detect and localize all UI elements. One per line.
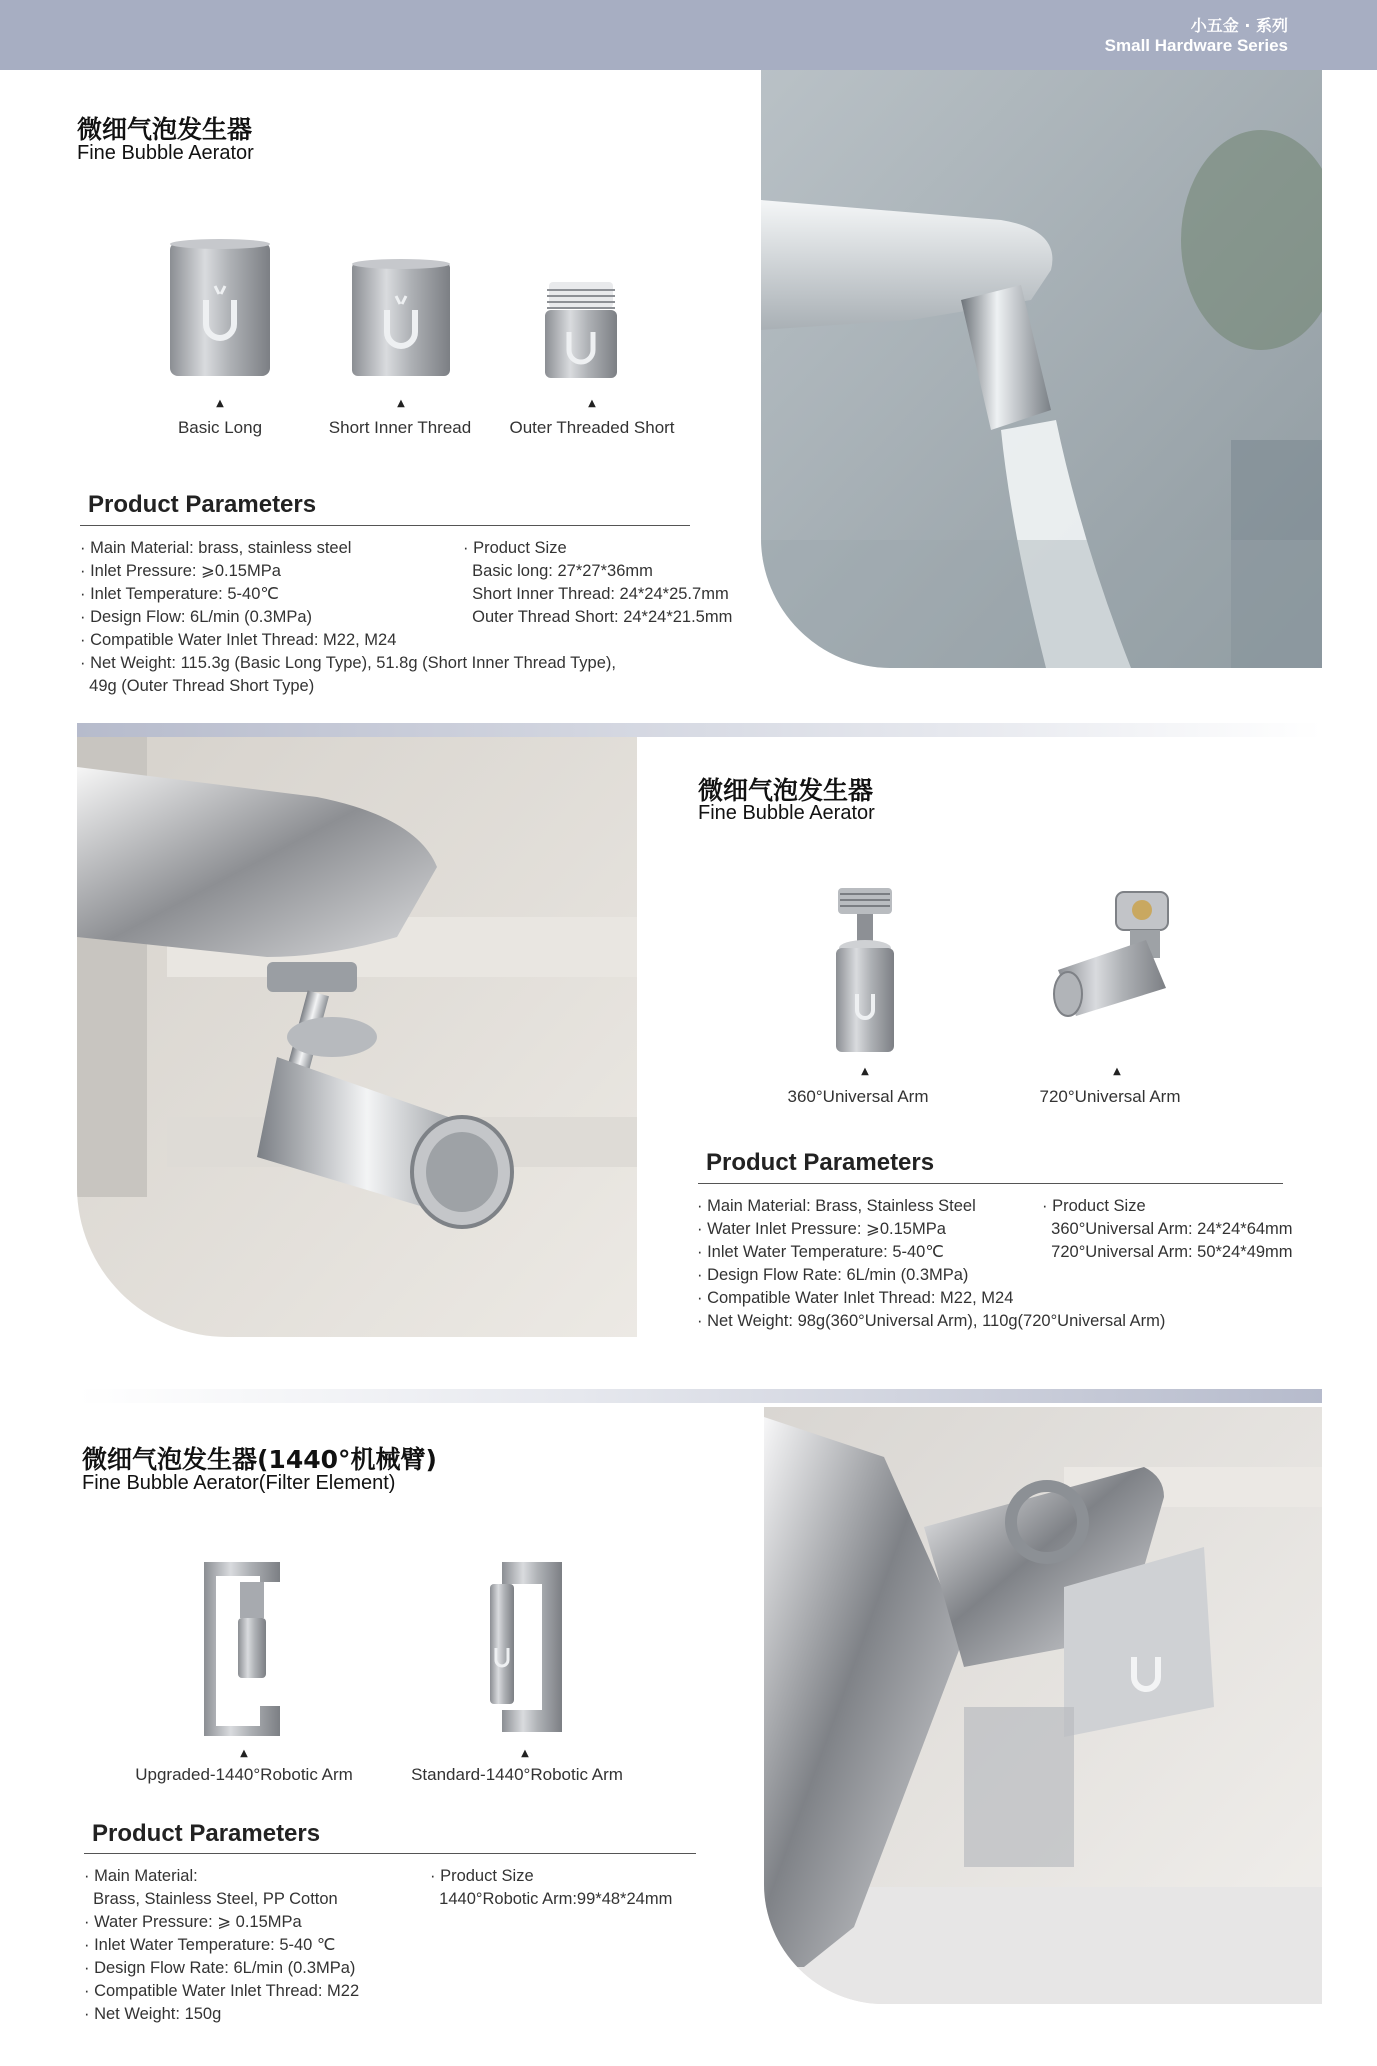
product-caption: 720°Universal Arm: [1039, 1087, 1181, 1106]
triangle-pointer-icon: ▲: [397, 398, 405, 409]
param-line: · Design Flow Rate: 6L/min (0.3MPa): [84, 1959, 356, 1977]
param-line: · Compatible Water Inlet Thread: M22, M24: [697, 1289, 1014, 1307]
section2-title-cn: 微细气泡发生器: [698, 776, 874, 805]
header-bar: [0, 0, 1377, 70]
param-line: · Inlet Water Temperature: 5-40℃: [697, 1243, 944, 1261]
param-line: · Net Weight: 150g: [84, 2005, 222, 2023]
product-short-inner-thread-image: [350, 258, 452, 380]
params-title: Product Parameters: [92, 1820, 321, 1847]
param-line: 720°Universal Arm: 50*24*49mm: [1042, 1243, 1293, 1261]
param-line: · Design Flow Rate: 6L/min (0.3MPa): [697, 1266, 969, 1284]
param-line: Brass, Stainless Steel, PP Cotton: [84, 1890, 338, 1908]
params-title: Product Parameters: [88, 491, 317, 518]
section3-title-en: Fine Bubble Aerator(Filter Element): [82, 1472, 396, 1494]
product-caption: Short Inner Thread: [328, 418, 472, 437]
product-360-universal-arm-image: [830, 886, 900, 1056]
product-photo-3: [764, 1407, 1322, 2004]
params-left-list: [84, 1865, 359, 2026]
param-line: · Main Material: Brass, Stainless Steel: [697, 1197, 976, 1215]
param-line: · Water Pressure: ⩾ 0.15MPa: [84, 1913, 302, 1931]
triangle-pointer-icon: ▲: [240, 1748, 248, 1759]
divider: [698, 1183, 1283, 1184]
param-line: · Design Flow: 6L/min (0.3MPa): [80, 608, 312, 626]
product-photo-1: [761, 70, 1322, 668]
triangle-pointer-icon: ▲: [216, 398, 224, 409]
param-line: Short Inner Thread: 24*24*25.7mm: [463, 585, 729, 603]
params-title: Product Parameters: [706, 1149, 935, 1176]
param-line: · Inlet Water Temperature: 5-40 ℃: [84, 1936, 336, 1954]
product-caption: Standard-1440°Robotic Arm: [411, 1765, 623, 1784]
param-line: · Net Weight: 115.3g (Basic Long Type), 51.8g (Short Inner Thread Type),: [80, 654, 616, 672]
param-line: · Inlet Pressure: ⩾0.15MPa: [80, 562, 281, 580]
section2-title-en: Fine Bubble Aerator: [698, 802, 875, 824]
product-outer-threaded-short-image: [543, 280, 619, 380]
params-right-list: [463, 537, 732, 629]
triangle-pointer-icon: ▲: [861, 1066, 869, 1077]
param-line: · Inlet Temperature: 5-40℃: [80, 585, 279, 603]
series-title-en: Small Hardware Series: [1104, 36, 1288, 55]
triangle-pointer-icon: ▲: [521, 1748, 529, 1759]
param-line: · Net Weight: 98g(360°Universal Arm), 110g(720°Universal Arm): [697, 1312, 1166, 1330]
divider: [80, 525, 690, 526]
param-line: 49g (Outer Thread Short Type): [80, 677, 315, 695]
product-upgraded-1440-robotic-arm-image: [200, 1556, 286, 1738]
param-line: · Product Size: [463, 539, 567, 557]
param-line: · Compatible Water Inlet Thread: M22: [84, 1982, 360, 2000]
product-standard-1440-robotic-arm-image: [482, 1558, 566, 1736]
section1-title-cn: 微细气泡发生器: [77, 115, 253, 144]
param-line: · Water Inlet Pressure: ⩾0.15MPa: [697, 1220, 946, 1238]
param-line: Outer Thread Short: 24*24*21.5mm: [463, 608, 733, 626]
product-720-universal-arm-image: [1050, 890, 1186, 1020]
param-line: · Main Material: brass, stainless steel: [80, 539, 352, 557]
param-line: · Main Material:: [84, 1867, 198, 1885]
triangle-pointer-icon: ▲: [588, 398, 596, 409]
section-divider-band: [77, 1389, 1322, 1403]
section-divider-band: [77, 723, 1322, 737]
product-photo-2: [77, 737, 637, 1337]
product-caption: 360°Universal Arm: [787, 1087, 929, 1106]
param-line: · Product Size: [430, 1867, 534, 1885]
series-title-cn: 小五金 · 系列: [1190, 16, 1288, 35]
param-line: 360°Universal Arm: 24*24*64mm: [1042, 1220, 1293, 1238]
product-caption: Outer Threaded Short: [509, 418, 675, 437]
product-caption: Upgraded-1440°Robotic Arm: [135, 1765, 353, 1784]
section1-title-en: Fine Bubble Aerator: [77, 142, 254, 164]
product-caption: Basic Long: [177, 418, 263, 437]
param-line: Basic long: 27*27*36mm: [463, 562, 653, 580]
param-line: · Compatible Water Inlet Thread: M22, M24: [80, 631, 397, 649]
section3-title-cn: 微细气泡发生器(1440°机械臂): [82, 1445, 437, 1474]
params-right-list: [430, 1865, 672, 1911]
triangle-pointer-icon: ▲: [1113, 1066, 1121, 1077]
params-right-list: [1042, 1195, 1293, 1264]
param-line: 1440°Robotic Arm:99*48*24mm: [430, 1890, 673, 1908]
product-basic-long-image: [168, 238, 272, 380]
param-line: · Product Size: [1042, 1197, 1146, 1215]
divider: [84, 1853, 696, 1854]
